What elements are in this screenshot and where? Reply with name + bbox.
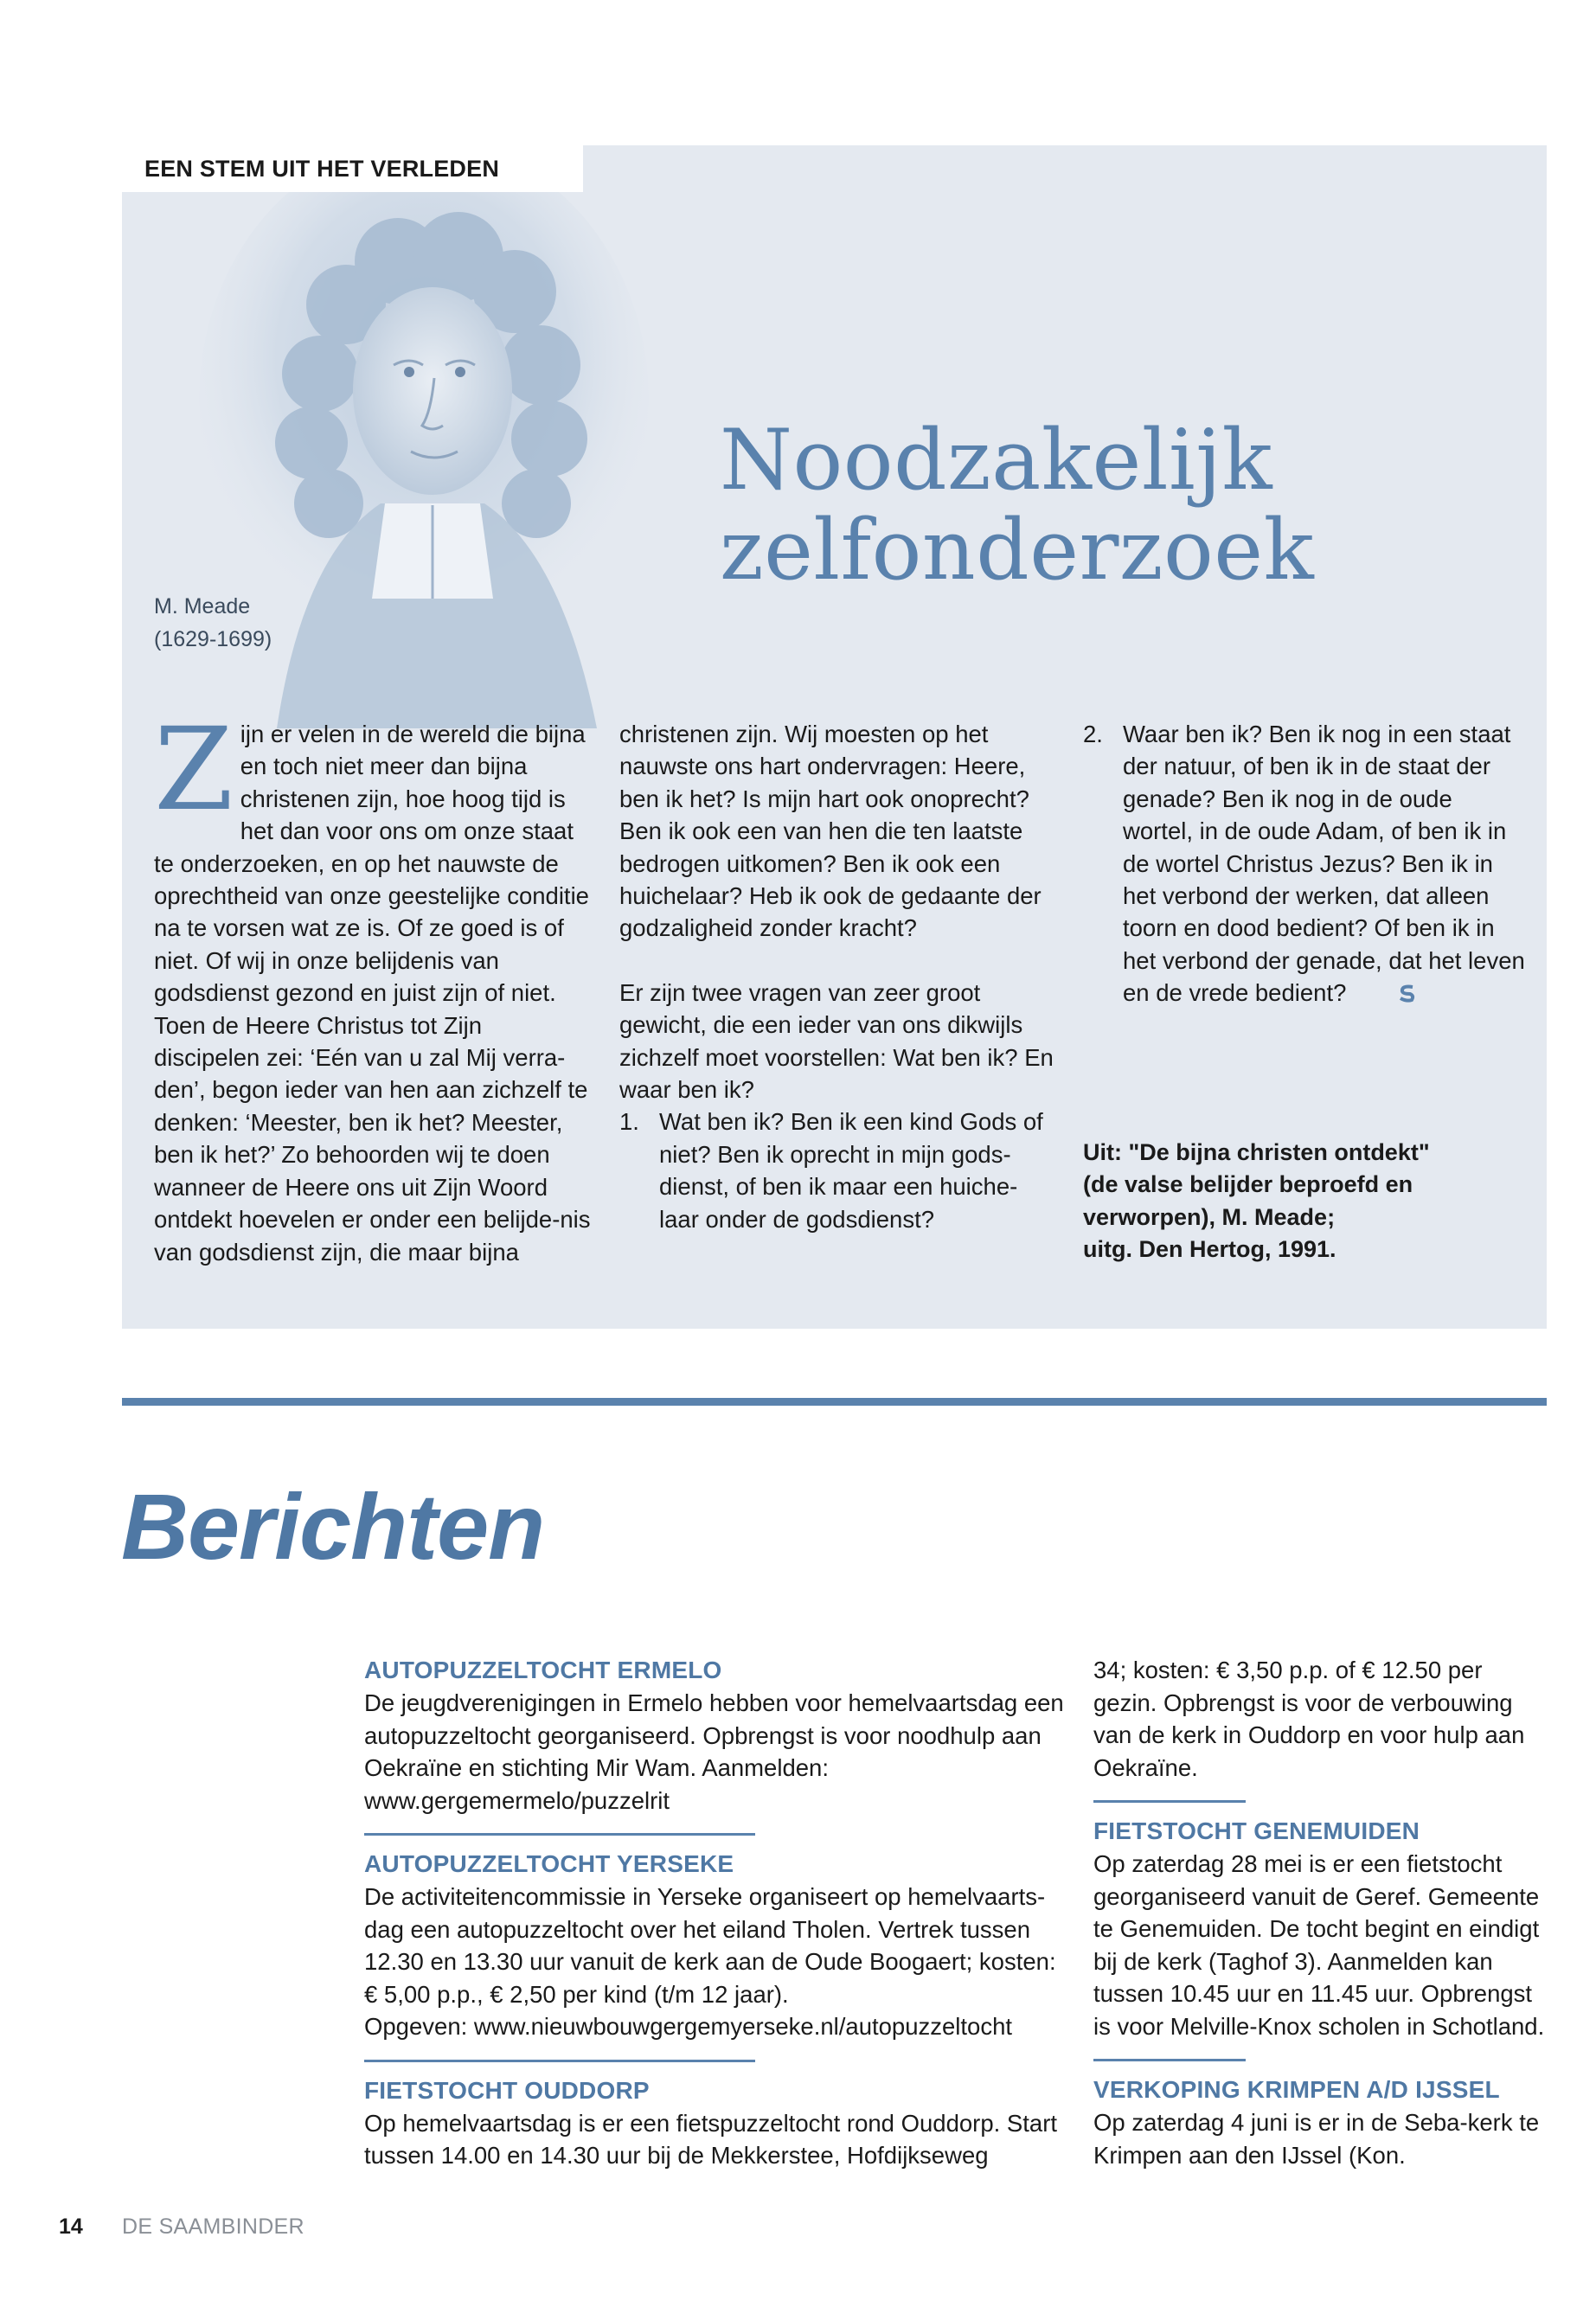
notice-body: Op hemelvaartsdag is er een fietspuzzeltocht rond Ouddorp. Start tussen 14.00 en 14.30 uur bij de Mekkerstee, Hofdijkseweg (364, 2109, 1057, 2169)
notice-heading: AUTOPUZZELTOCHT ERMELO (364, 1657, 722, 1683)
notice-body: De jeugdverenigingen in Ermelo hebben voor hemelvaartsdag een autopuzzeltocht georganiseerd. Opbrengst is voor noodhulp aan Oekraïne en stichting Mir Wam. Aanmelden: www.gergemermelo/puzzelrit (364, 1689, 1064, 1814)
feature-title-line1: Noodzakelijk (720, 412, 1273, 509)
source-line: uitg. Den Hertog, 1991. (1083, 1236, 1336, 1263)
page-number: 14 (59, 2214, 83, 2239)
dropcap: Z (154, 703, 234, 836)
berichten-column-left (364, 1654, 1069, 2172)
notice-divider (364, 2060, 755, 2062)
feature-title (720, 412, 1315, 599)
question-list-continued (1083, 718, 1526, 1009)
notice-continuation: 34; kosten: € 3,50 p.p. of € 12.50 per gezin. Opbrengst is voor de verbouwing van de kerk in Ouddorp en voor hulp aan Oekraïne. (1093, 1657, 1525, 1781)
notice-body: Op zaterdag 28 mei is er een fietstocht georganiseerd vanuit de Geref. Gemeente te Genemuiden. De tocht begint en eindigt bij de kerk (Taghof 3). Aanmelden kan tussen 10.45 uur en 11.45 uur. Opbrengst is voor Melville-Knox scholen in Schotland. (1093, 1850, 1545, 2040)
article-column-3 (1083, 718, 1526, 1009)
notice (364, 1848, 1069, 2043)
publication-name: DE SAAMBINDER (122, 2214, 304, 2239)
notice-heading: FIETSTOCHT GENEMUIDEN (1093, 1817, 1420, 1844)
list-number: 2. (1083, 721, 1103, 747)
source-line: verworpen), M. Meade; (1083, 1203, 1336, 1230)
list-text: Waar ben ik? Ben ik nog in een staat der natuur, of ben ik in de staat der genade? Ben ik nog in de oude wortel, in de oude Adam, of ben ik in de wortel Christus Jezus? Ben ik in het verbond der werken, dat alleen toorn en dood bedient? Of ben ik in het verbond der genade, dat het leven en de vrede bedient? (1123, 721, 1525, 1007)
notice (1093, 2073, 1552, 2171)
notice-divider (364, 1833, 755, 1836)
notice (364, 2074, 1069, 2172)
portrait-caption (154, 590, 272, 656)
section-tag: EEN STEM UIT HET VERLEDEN (122, 145, 583, 192)
notice-body: Op zaterdag 4 juni is er in de Seba-kerk te Krimpen aan den IJssel (Kon. (1093, 2109, 1540, 2169)
berichten-title: Berichten (121, 1474, 545, 1579)
notice (364, 1654, 1069, 1817)
article-column-1 (154, 703, 591, 1268)
notice-body-extra: Opgeven: www.nieuwbouwgergemyerseke.nl/autopuzzeltocht (364, 2013, 1013, 2040)
end-mark-icon (1398, 984, 1417, 1003)
notice (1093, 1815, 1552, 2042)
portrait-caption-years: (1629-1699) (154, 627, 272, 651)
notice-heading: FIETSTOCHT OUDDORP (364, 2076, 650, 2104)
list-number: 1. (619, 1108, 639, 1136)
article-col1-text: ijn er velen in de wereld die bijna en toch niet meer dan bijna christenen zijn, hoe hoog tijd is het dan voor ons om onze staat te onderzoeken, en op het nauwste de oprechtheid van onze geestelijke conditie na te vorsen wat ze is. Of ze goed is of niet. Of wij in onze belijdenis van godsdienst gezond en juist zijn of niet. Toen de Heere Christus tot Zijn discipelen zei: ‘Eén van u zal Mij verra-den’, begon ieder van hen aan zichzelf te denken: ‘Meester, ben ik het? Meester, ben ik het?’ Zo behoorden wij te doen wanneer de Heere ons uit Zijn Woord ontdekt hoevelen er onder een belijde-nis van godsdienst zijn, die maar bijna (154, 721, 591, 1266)
notice-divider (1093, 2059, 1246, 2061)
notice-body: De activiteitencommissie in Yerseke organiseert op hemelvaarts-dag een autopuzzeltocht over het eiland Tholen. Vertrek tussen 12.30 en 13.30 uur vanuit de kerk aan de Oude Boogaert; kosten: € 5,00 p.p., € 2,50 per kind (t/m 12 jaar). (364, 1883, 1056, 2008)
article-col2-para2: Er zijn twee vragen van zeer groot gewicht, die een ieder van ons dikwijls zichzelf moet voorstellen: Wat ben ik? En waar ben ik? (619, 978, 1054, 1104)
source-citation (1083, 1137, 1533, 1266)
source-line: Uit: "De bijna christen ontdekt" (1083, 1139, 1430, 1165)
section-divider (122, 1398, 1547, 1406)
source-line: (de valse belijder beproefd en (1083, 1171, 1413, 1198)
portrait-caption-name: M. Meade (154, 594, 251, 619)
list-item (1083, 718, 1526, 1009)
article-column-2 (619, 718, 1056, 1235)
feature-title-line2: zelfonderzoek (720, 502, 1315, 599)
berichten-column-right (1093, 1654, 1552, 2171)
notice-divider (1093, 1800, 1246, 1803)
article-col2-para1: christenen zijn. Wij moesten op het nauwste ons hart ondervragen: Heere, ben ik het? Is mijn hart ook onoprecht? Ben ik ook een van hen die ten laatste bedrogen uitkomen? Ben ik ook een huichelaar? Heb ik ook de gedaante der godzaligheid zonder kracht? (619, 721, 1042, 942)
question-list (619, 1106, 1056, 1235)
list-item (619, 1106, 1056, 1235)
list-text: Wat ben ik? Ben ik een kind Gods of niet? Ben ik oprecht in mijn gods-dienst, of ben ik maar een huiche-laar onder de godsdienst? (659, 1108, 1043, 1233)
notice-heading: AUTOPUZZELTOCHT YERSEKE (364, 1850, 734, 1877)
notice-heading: VERKOPING KRIMPEN A/D IJSSEL (1093, 2076, 1500, 2103)
